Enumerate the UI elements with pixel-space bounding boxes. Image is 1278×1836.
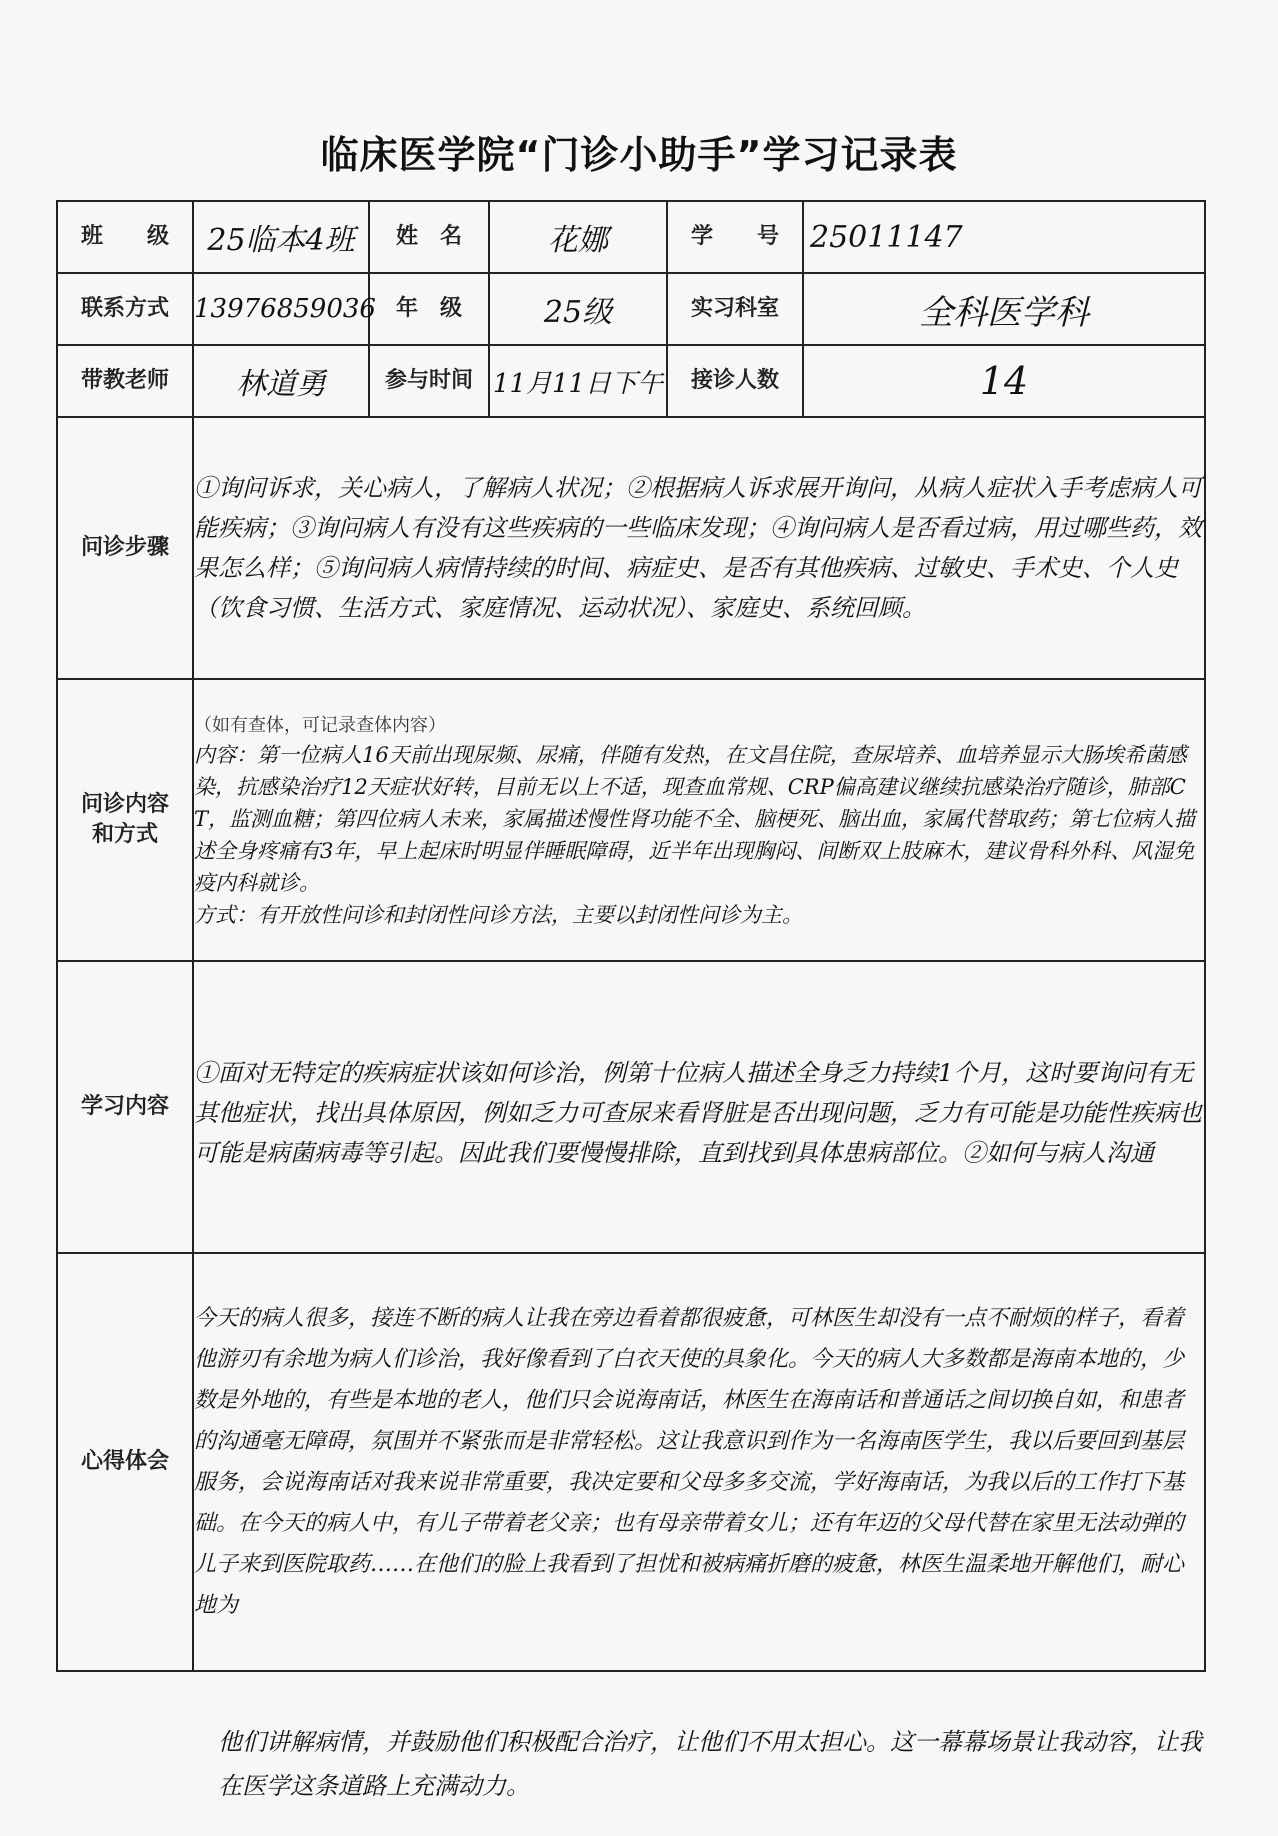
reflection-continuation: 他们讲解病情，并鼓励他们积极配合治疗，让他们不用太担心。这一幕幕场景让我动容，让我在医学这条道路上充满动力。 [218, 1728, 1202, 1800]
label-class: 班 级 [57, 201, 193, 273]
label-content: 问诊内容 和方式 [57, 679, 193, 961]
label-teacher: 带教老师 [57, 345, 193, 417]
value-contact: 13976859036 [193, 273, 369, 345]
value-teacher: 林道勇 [193, 345, 369, 417]
value-student-id: 25011147 [803, 201, 1205, 273]
label-name: 姓 名 [369, 201, 489, 273]
label-patients: 接诊人数 [667, 345, 803, 417]
label-time: 参与时间 [369, 345, 489, 417]
row-basic-3 [57, 345, 1205, 417]
learning-text: ①面对无特定的疾病症状该如何诊治，例第十位病人描述全身乏力持续1个月，这时要询问有无其他症状，找出具体原因，例如乏力可查尿来看肾脏是否出现问题，乏力有可能是功能性疾病也可能是病菌病毒等引起。因此我们要慢慢排除，直到找到具体患病部位。②如何与病人沟通 [193, 961, 1205, 1253]
label-learning: 学习内容 [57, 961, 193, 1253]
content-hint: （如有查体，可记录查体内容） [194, 715, 446, 736]
content-text: 内容：第一位病人16天前出现尿频、尿痛，伴随有发热，在文昌住院，查尿培养、血培养显示大肠埃希菌感染，抗感染治疗12天症状好转，目前无以上不适，现查血常规、CRP偏高建议继续抗感染治疗随诊，肺部CT，监测血糖；第四位病人未来，家属描述慢性肾功能不全、脑梗死、脑出血，家属代替取药；第七位病人描述全身疼痛有3年，早上起床时明显伴睡眠障碍，近半年出现胸闷、间断双上肢麻木，建议骨科外科、风湿免疫内科就诊。 方式：有开放性问诊和封闭性问诊方法，主要以封闭性问诊为主。 [194, 743, 1196, 927]
row-reflection [57, 1253, 1205, 1671]
record-form [56, 200, 1206, 1672]
value-patients: 14 [803, 345, 1205, 417]
label-student-id: 学 号 [667, 201, 803, 273]
value-grade: 25级 [489, 273, 667, 345]
row-content [57, 679, 1205, 961]
row-basic-2 [57, 273, 1205, 345]
label-department: 实习科室 [667, 273, 803, 345]
row-steps [57, 417, 1205, 679]
form-title: 临床医学院“门诊小助手”学习记录表 [320, 133, 958, 177]
steps-text: ①询问诉求，关心病人，了解病人状况；②根据病人诉求展开询问，从病人症状入手考虑病人可能疾病；③询问病人有没有这些疾病的一些临床发现；④询问病人是否看过病，用过哪些药，效果怎么样；⑤询问病人病情持续的时间、病症史、是否有其他疾病、过敏史、手术史、个人史（饮食习惯、生活方式、家庭情况、运动状况）、家庭史、系统回顾。 [193, 417, 1205, 679]
row-basic-1 [57, 201, 1205, 273]
value-name: 花娜 [489, 201, 667, 273]
value-department: 全科医学科 [803, 273, 1205, 345]
content-cell [193, 679, 1205, 961]
label-grade: 年 级 [369, 273, 489, 345]
row-learning [57, 961, 1205, 1253]
value-class: 25临本4班 [193, 201, 369, 273]
reflection-text: 今天的病人很多，接连不断的病人让我在旁边看着都很疲惫，可林医生却没有一点不耐烦的样子，看着他游刃有余地为病人们诊治，我好像看到了白衣天使的具象化。今天的病人大多数都是海南本地的，少数是外地的，有些是本地的老人，他们只会说海南话，林医生在海南话和普通话之间切换自如，和患者的沟通毫无障碍，氛围并不紧张而是非常轻松。这让我意识到作为一名海南医学生，我以后要回到基层服务，会说海南话对我来说非常重要，我决定要和父母多多交流，学好海南话，为我以后的工作打下基础。在今天的病人中，有儿子带着老父亲；也有母亲带着女儿；还有年迈的父母代替在家里无法动弹的儿子来到医院取药……在他们的脸上我看到了担忧和被病痛折磨的疲惫，林医生温柔地开解他们，耐心地为 [193, 1253, 1205, 1671]
value-time: 11月11日下午 [489, 345, 667, 417]
label-contact: 联系方式 [57, 273, 193, 345]
label-reflection: 心得体会 [57, 1253, 193, 1671]
label-steps: 问诊步骤 [57, 417, 193, 679]
